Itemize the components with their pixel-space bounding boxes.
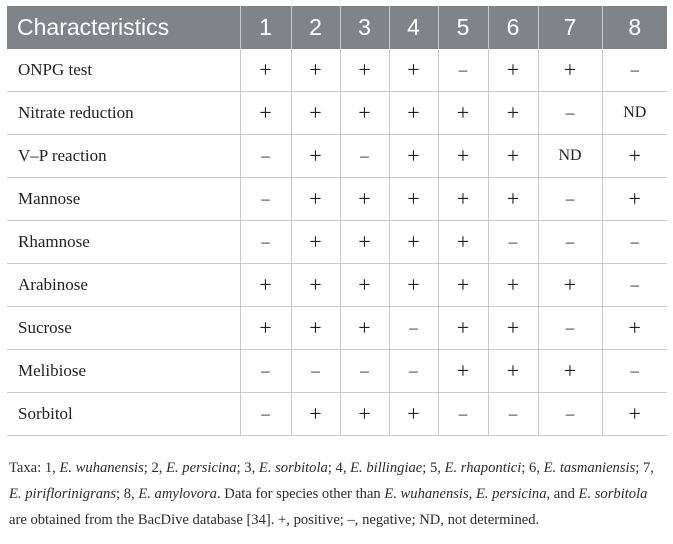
table-row [7,307,667,350]
taxon-name: E. tasmaniensis [543,460,636,476]
footnote-text: ; 4, [327,460,351,476]
table-cell: + [291,264,340,307]
table-cell: + [291,221,340,264]
table-row [7,393,667,436]
taxon-name: E. billingiae [350,460,423,476]
table-cell: – [340,350,389,393]
table-cell: – [240,393,291,436]
table-cell: + [538,350,602,393]
table-cell: + [389,393,438,436]
row-label: Arabinose [7,264,240,307]
footnote-text: Taxa: 1, [9,460,60,476]
table-cell: + [291,393,340,436]
taxon-name: E. sorbitola [578,486,648,502]
table-cell: + [240,49,291,92]
footnote-text: ; 2, [143,460,167,476]
column-header-taxon-5: 5 [438,6,488,49]
column-header-taxon-8: 8 [602,6,667,49]
taxon-name: E. rhapontici [444,460,522,476]
table-cell: + [389,49,438,92]
table-cell: + [438,264,488,307]
footnote-text: are obtained from the BacDive database [34]. +, positive; –, negative; ND, not determined. [9,512,540,528]
table-cell: + [438,178,488,221]
row-label: Sucrose [7,307,240,350]
table-cell: + [389,178,438,221]
taxon-name: E. piriflorinigrans [9,486,117,502]
row-label: Nitrate reduction [7,92,240,135]
table-row [7,221,667,264]
table-row [7,178,667,221]
column-header-taxon-3: 3 [340,6,389,49]
table-cell: + [291,307,340,350]
table-cell: + [438,135,488,178]
table-cell: + [488,49,538,92]
taxon-name: E. wuhanensis [59,460,144,476]
column-header-taxon-1: 1 [240,6,291,49]
table-cell: + [438,221,488,264]
column-header-taxon-7: 7 [538,6,602,49]
table-cell: + [488,135,538,178]
table-footnote [9,455,664,533]
row-label: Rhamnose [7,221,240,264]
table-cell: – [438,393,488,436]
table-cell: + [340,264,389,307]
table-cell: – [602,49,667,92]
footnote-text: ; 3, [236,460,259,476]
footnote-text: ; 8, [116,486,139,502]
table-cell: + [602,307,667,350]
table-cell: + [291,178,340,221]
column-header-characteristics: Characteristics [7,6,240,49]
table-cell: + [538,264,602,307]
row-label: Melibiose [7,350,240,393]
footnote-text: ; 6, [521,460,544,476]
table-cell: + [389,92,438,135]
table-cell: + [488,307,538,350]
table-cell: + [340,393,389,436]
table-cell: – [389,350,438,393]
table-header-row [7,6,667,49]
table-cell: – [240,350,291,393]
table-cell: + [438,92,488,135]
footnote-text: , [468,486,476,502]
table-cell: – [602,264,667,307]
characteristics-table [7,6,667,436]
row-label: V–P reaction [7,135,240,178]
table-cell: + [488,92,538,135]
table-cell: + [602,178,667,221]
table-row [7,350,667,393]
table-cell: + [389,135,438,178]
table-cell: – [240,135,291,178]
table-cell: – [538,221,602,264]
table-cell: + [602,393,667,436]
table-cell: – [438,49,488,92]
row-label: Sorbitol [7,393,240,436]
table-row [7,135,667,178]
table-body [7,49,667,436]
table-row [7,49,667,92]
table-cell: + [602,135,667,178]
table-row [7,264,667,307]
taxon-name: E. wuhanensis [384,486,469,502]
table-cell: – [538,307,602,350]
footnote-text: , and [546,486,579,502]
table-cell: ND [538,135,602,178]
table-cell: + [240,264,291,307]
table-cell: + [291,92,340,135]
table-cell: – [602,350,667,393]
taxon-name: E. amylovora [138,486,217,502]
table-cell: – [602,221,667,264]
table-cell: + [340,178,389,221]
column-header-taxon-6: 6 [488,6,538,49]
table-row [7,92,667,135]
table-cell: – [240,221,291,264]
table-cell: + [240,92,291,135]
table-cell: + [438,350,488,393]
table-cell: + [340,307,389,350]
footnote-text: ; 7, [635,460,654,476]
table-cell: – [291,350,340,393]
table-cell: + [340,92,389,135]
table-cell: – [538,92,602,135]
table-cell: + [291,135,340,178]
table-cell: – [538,393,602,436]
table-cell: + [488,264,538,307]
row-label: ONPG test [7,49,240,92]
table-cell: + [538,49,602,92]
table-cell: + [488,350,538,393]
table-cell: – [538,178,602,221]
table-cell: – [240,178,291,221]
column-header-taxon-4: 4 [389,6,438,49]
taxon-name: E. persicina [475,486,547,502]
table-cell: + [291,49,340,92]
footnote-text: . Data for species other than [216,486,385,502]
row-label: Mannose [7,178,240,221]
table-cell: + [438,307,488,350]
table-cell: + [488,178,538,221]
table-cell: – [488,221,538,264]
table-cell: + [240,307,291,350]
table-cell: ND [602,92,667,135]
table-cell: – [488,393,538,436]
table-cell: – [389,307,438,350]
table-cell: + [389,221,438,264]
table-cell: + [340,221,389,264]
table-cell: + [340,49,389,92]
table-cell: – [340,135,389,178]
footnote-text: ; 5, [422,460,445,476]
table-cell: + [389,264,438,307]
column-header-taxon-2: 2 [291,6,340,49]
taxon-name: E. persicina [166,460,237,476]
taxon-name: E. sorbitola [258,460,328,476]
